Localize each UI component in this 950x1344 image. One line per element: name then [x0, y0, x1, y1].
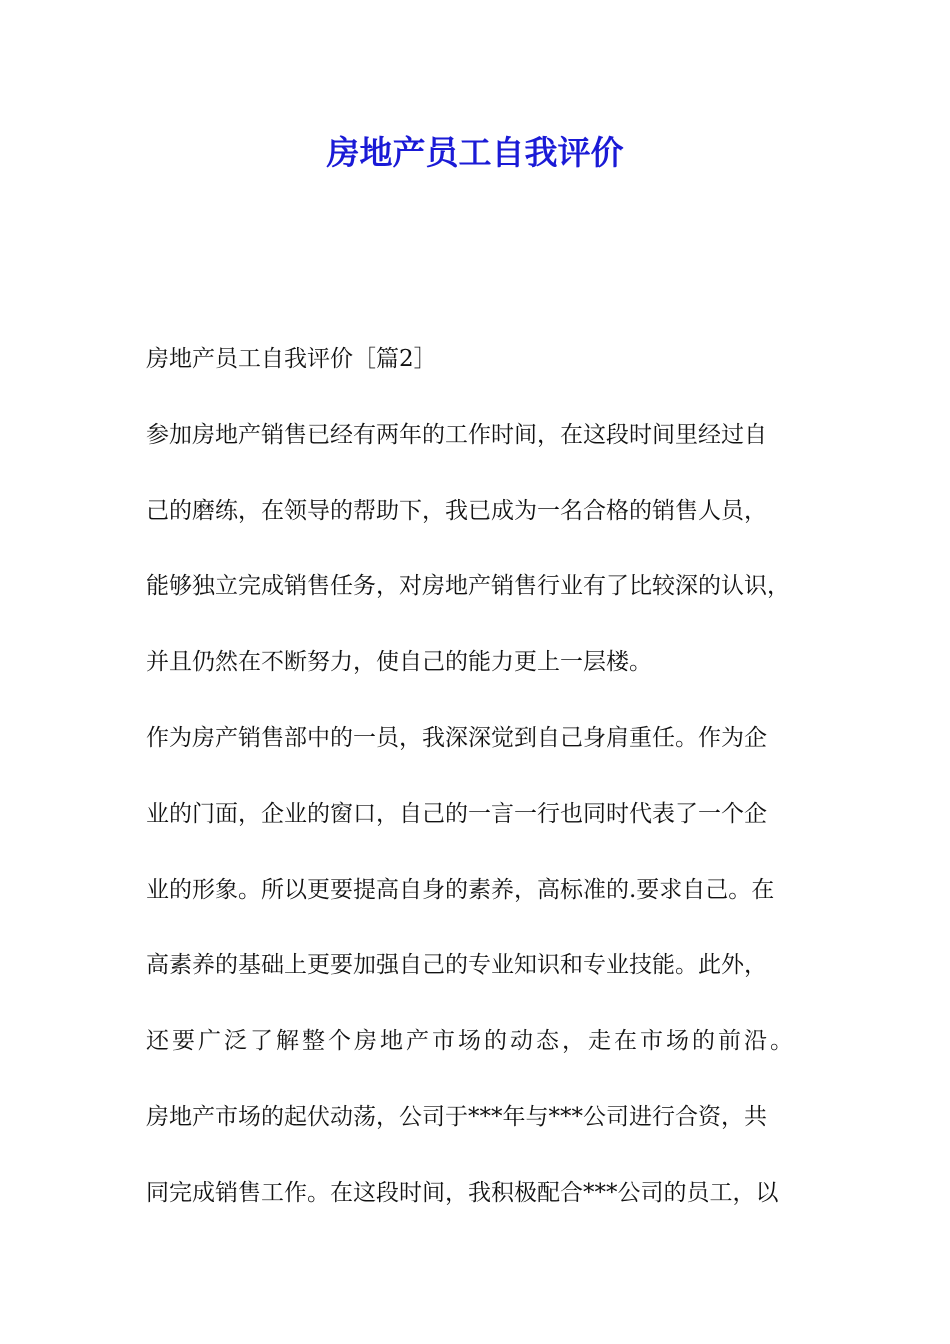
paragraph-line: 业的门面，企业的窗口，自己的一言一行也同时代表了一个企 [146, 800, 767, 827]
section-heading: 房地产员工自我评价［篇2］ [146, 346, 437, 372]
paragraph-line: 参加房地产销售已经有两年的工作时间，在这段时间里经过自 [146, 421, 767, 448]
document-body [146, 332, 836, 1242]
paragraph-line: 同完成销售工作。在这段时间，我积极配合***公司的员工，以 [146, 1179, 779, 1206]
paragraph-line: 能够独立完成销售任务，对房地产销售行业有了比较深的认识， [146, 573, 790, 600]
paragraph-line: 业的形象。所以更要提高自身的素养，高标准的.要求自己。在 [146, 876, 775, 903]
paragraph-line: 房地产市场的起伏动荡，公司于***年与***公司进行合资，共 [146, 1103, 767, 1130]
document-title: 房地产员工自我评价 [326, 133, 624, 172]
paragraph-line: 还要广泛了解整个房地产市场的动态，走在市场的前沿。 [146, 1028, 796, 1055]
paragraph-line: 高素养的基础上更要加强自己的专业知识和专业技能。此外， [146, 952, 767, 979]
paragraph-line: 己的磨练，在领导的帮助下，我已成为一名合格的销售人员， [146, 497, 767, 524]
paragraph-line: 并且仍然在不断努力，使自己的能力更上一层楼。 [146, 649, 652, 676]
paragraph-line: 作为房产销售部中的一员，我深深觉到自己身肩重任。作为企 [146, 724, 767, 751]
